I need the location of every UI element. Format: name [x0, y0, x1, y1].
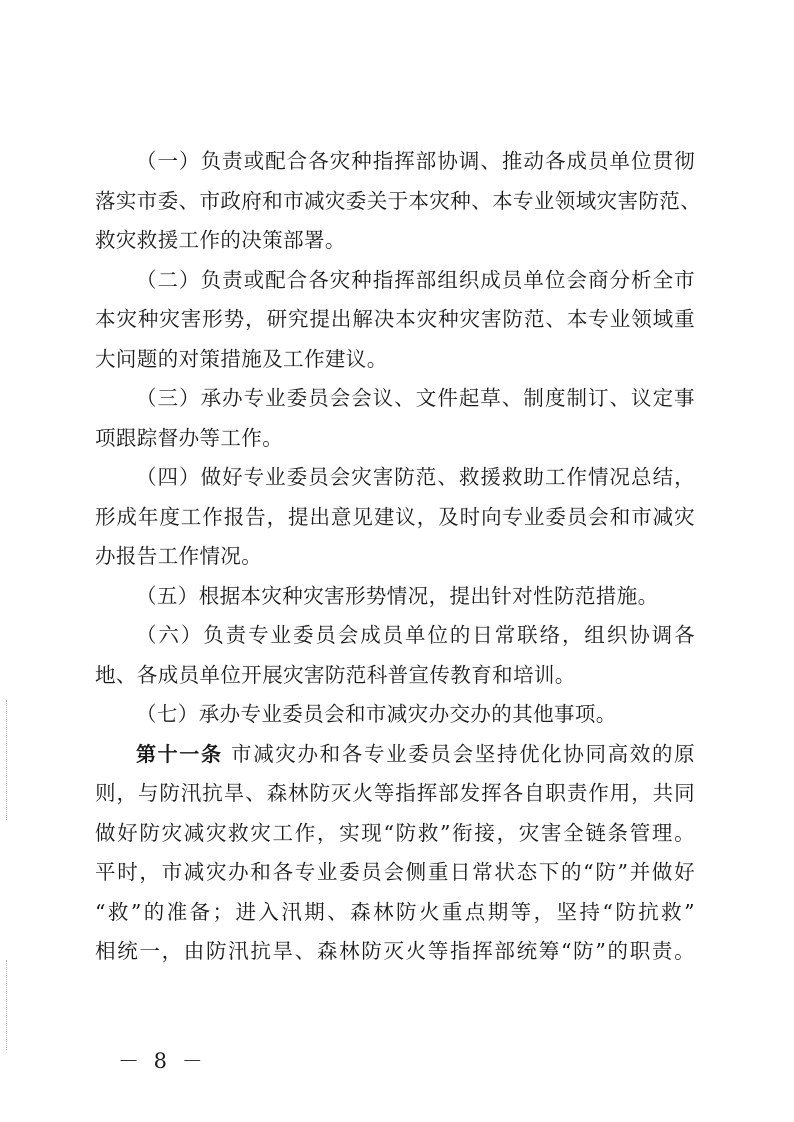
- paragraph-item-6: [95, 616, 695, 695]
- text-line: 本灾种灾害形势，研究提出解决本灾种灾害防范、本专业领域重: [95, 307, 695, 331]
- text-line: 平时，市减灾办和各专业委员会侧重日常状态下的“防”并做好: [95, 860, 695, 884]
- paragraph-item-3: [95, 379, 695, 458]
- text-line: （三）承办专业委员会会议、文件起草、制度制订、议定事: [136, 386, 695, 410]
- text-line: 做好防灾减灾救灾工作，实现“防救”衔接，灾害全链条管理。: [95, 820, 695, 845]
- article-first-line: [95, 735, 695, 775]
- text-line: （五）根据本灾种灾害形势情况，提出针对性防范措施。: [136, 583, 659, 608]
- text-line: 地、各成员单位开展灾害防范科普宣传教育和培训。: [95, 662, 576, 687]
- paragraph-item-2: [95, 261, 695, 380]
- paragraph-item-7: [95, 695, 695, 735]
- text-line: （二）负责或配合各灾种指挥部组织成员单位会商分析全市: [136, 267, 695, 292]
- text-line: 则，与防汛抗旱、森林防灭火等指挥部发挥各自职责作用，共同: [95, 781, 695, 805]
- paragraph-item-5: [95, 577, 695, 617]
- text-line: “救”的准备；进入汛期、森林防火重点期等，坚持“防抗救”: [95, 899, 695, 924]
- article-label: 第十一条: [136, 741, 223, 766]
- text-line: 项跟踪督办等工作。: [95, 425, 284, 450]
- text-line: 救灾救援工作的决策部署。: [95, 228, 346, 252]
- text-line: 办报告工作情况。: [95, 544, 263, 568]
- article-first-line-text: 市减灾办和各专业委员会坚持优化协同高效的原: [229, 741, 695, 766]
- text-line: 形成年度工作报告，提出意见建议，及时向专业委员会和市减灾: [95, 504, 695, 529]
- text-line: （六）负责专业委员会成员单位的日常联络，组织协调各: [136, 623, 695, 647]
- page-number: － 8 －: [118, 1049, 207, 1073]
- paragraph-item-4: [95, 458, 695, 577]
- text-line: （一）负责或配合各灾种指挥部协调、推动各成员单位贯彻: [136, 149, 695, 173]
- text-line: （七）承办专业委员会和市减灾办交办的其他事项。: [136, 702, 617, 726]
- text-line: 落实市委、市政府和市减灾委关于本灾种、本专业领域灾害防范、: [95, 188, 702, 213]
- document-body: [95, 142, 702, 972]
- scan-margin-mark: [6, 960, 8, 1050]
- article-eleven: [95, 735, 695, 972]
- text-line: 大问题的对策措施及工作建议。: [95, 346, 388, 371]
- text-line: （四）做好专业委员会灾害防范、救援救助工作情况总结，: [136, 465, 695, 489]
- scan-margin-mark: [6, 700, 8, 820]
- paragraph-item-1: [95, 142, 702, 261]
- text-line: 相统一，由防汛抗旱、森林防灭火等指挥部统筹“防”的职责。: [95, 939, 695, 963]
